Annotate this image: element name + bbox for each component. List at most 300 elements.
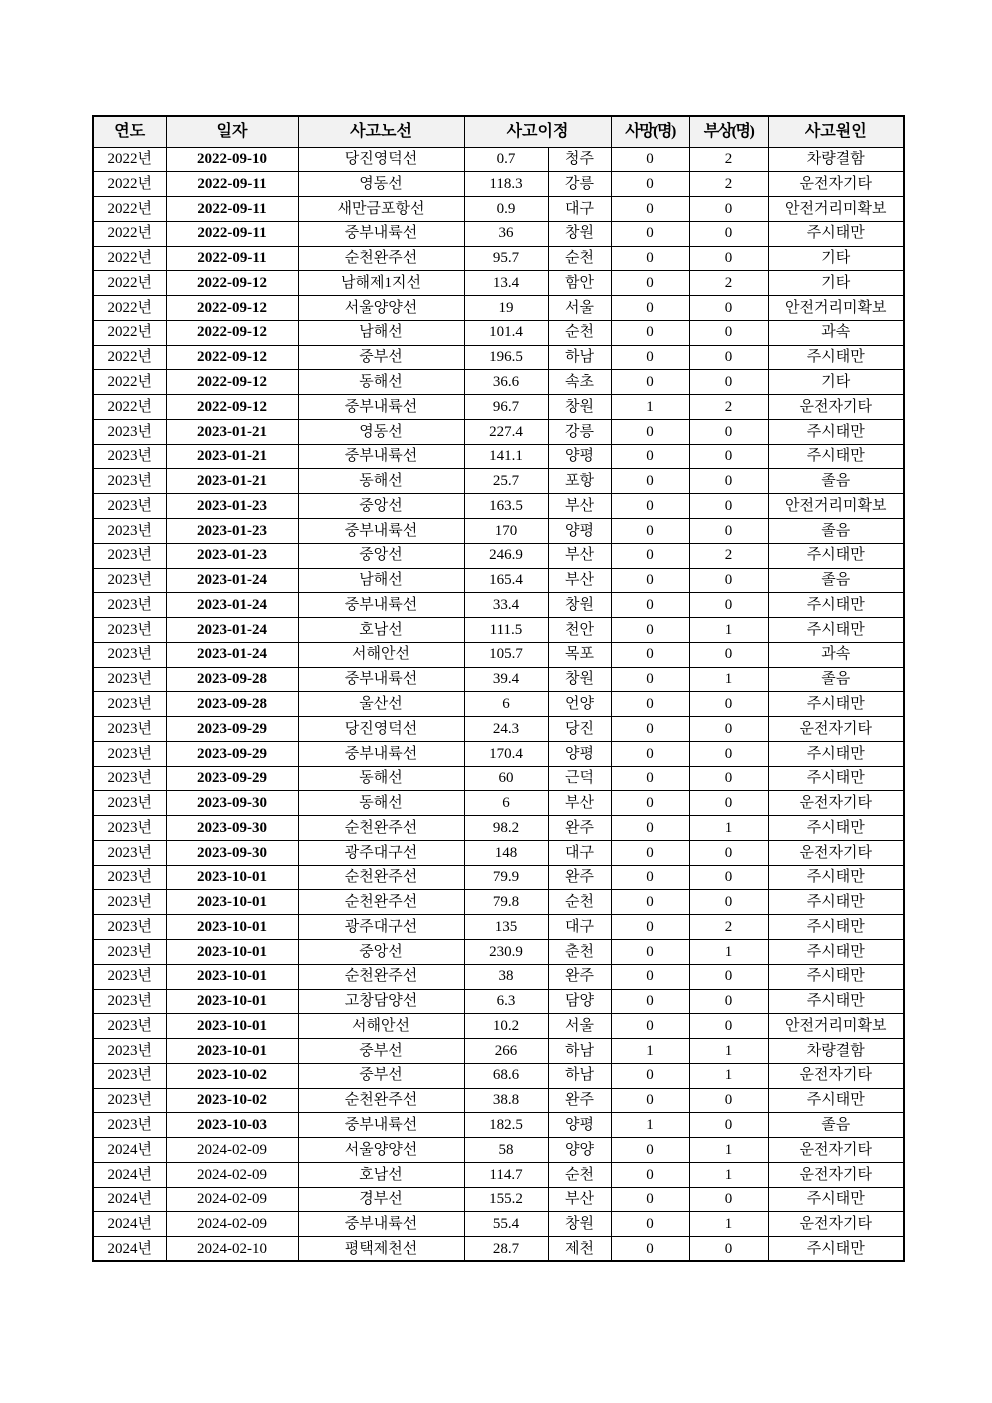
cell-deaths: 0 xyxy=(611,469,689,494)
cell-milepost-location: 제천 xyxy=(548,1237,611,1262)
cell-milepost-km: 105.7 xyxy=(464,642,548,667)
cell-route: 경부선 xyxy=(298,1187,464,1212)
cell-milepost-km: 36.6 xyxy=(464,370,548,395)
cell-deaths: 0 xyxy=(611,940,689,965)
cell-year: 2023년 xyxy=(93,419,166,444)
cell-milepost-location: 대구 xyxy=(548,840,611,865)
cell-milepost-km: 6.3 xyxy=(464,989,548,1014)
cell-route: 중부선 xyxy=(298,1039,464,1064)
cell-milepost-location: 양평 xyxy=(548,444,611,469)
cell-milepost-km: 24.3 xyxy=(464,717,548,742)
cell-route: 순천완주선 xyxy=(298,246,464,271)
cell-milepost-location: 부산 xyxy=(548,494,611,519)
table-row xyxy=(93,419,904,444)
cell-milepost-km: 55.4 xyxy=(464,1212,548,1237)
cell-injuries: 0 xyxy=(689,419,768,444)
cell-injuries: 0 xyxy=(689,370,768,395)
cell-route: 중부내륙선 xyxy=(298,667,464,692)
header-cause: 사고원인 xyxy=(768,116,904,147)
cell-injuries: 0 xyxy=(689,692,768,717)
cell-date: 2023-10-01 xyxy=(166,890,298,915)
cell-injuries: 0 xyxy=(689,469,768,494)
cell-date: 2023-10-01 xyxy=(166,964,298,989)
cell-year: 2023년 xyxy=(93,989,166,1014)
cell-cause: 주시태만 xyxy=(768,543,904,568)
cell-year: 2023년 xyxy=(93,840,166,865)
cell-cause: 주시태만 xyxy=(768,865,904,890)
cell-date: 2024-02-09 xyxy=(166,1212,298,1237)
cell-milepost-location: 부산 xyxy=(548,543,611,568)
cell-injuries: 0 xyxy=(689,568,768,593)
cell-milepost-km: 170.4 xyxy=(464,741,548,766)
cell-milepost-location: 대구 xyxy=(548,197,611,222)
cell-date: 2023-10-02 xyxy=(166,1063,298,1088)
cell-route: 중앙선 xyxy=(298,940,464,965)
cell-deaths: 1 xyxy=(611,395,689,420)
cell-milepost-location: 속초 xyxy=(548,370,611,395)
cell-milepost-location: 창원 xyxy=(548,221,611,246)
cell-cause: 차량결함 xyxy=(768,1039,904,1064)
cell-cause: 안전거리미확보 xyxy=(768,197,904,222)
cell-cause: 운전자기타 xyxy=(768,717,904,742)
cell-route: 남해선 xyxy=(298,320,464,345)
cell-deaths: 0 xyxy=(611,741,689,766)
cell-cause: 기타 xyxy=(768,246,904,271)
cell-milepost-km: 163.5 xyxy=(464,494,548,519)
cell-deaths: 0 xyxy=(611,642,689,667)
cell-route: 호남선 xyxy=(298,1162,464,1187)
cell-cause: 운전자기타 xyxy=(768,172,904,197)
cell-route: 평택제천선 xyxy=(298,1237,464,1262)
cell-milepost-location: 하남 xyxy=(548,1039,611,1064)
cell-milepost-km: 39.4 xyxy=(464,667,548,692)
cell-date: 2023-01-23 xyxy=(166,518,298,543)
cell-cause: 운전자기타 xyxy=(768,1063,904,1088)
cell-milepost-km: 98.2 xyxy=(464,816,548,841)
cell-injuries: 0 xyxy=(689,1237,768,1262)
cell-milepost-location: 순천 xyxy=(548,320,611,345)
cell-milepost-km: 19 xyxy=(464,296,548,321)
cell-route: 영동선 xyxy=(298,172,464,197)
cell-date: 2023-10-03 xyxy=(166,1113,298,1138)
cell-injuries: 0 xyxy=(689,1088,768,1113)
cell-milepost-location: 완주 xyxy=(548,816,611,841)
cell-deaths: 0 xyxy=(611,840,689,865)
cell-injuries: 1 xyxy=(689,1039,768,1064)
cell-route: 중부내륙선 xyxy=(298,221,464,246)
cell-milepost-km: 6 xyxy=(464,692,548,717)
cell-deaths: 0 xyxy=(611,197,689,222)
cell-injuries: 0 xyxy=(689,1014,768,1039)
cell-milepost-location: 창원 xyxy=(548,1212,611,1237)
cell-route: 고창담양선 xyxy=(298,989,464,1014)
table-row xyxy=(93,1039,904,1064)
cell-deaths: 0 xyxy=(611,717,689,742)
cell-injuries: 0 xyxy=(689,593,768,618)
cell-milepost-km: 60 xyxy=(464,766,548,791)
cell-injuries: 2 xyxy=(689,543,768,568)
cell-milepost-location: 함안 xyxy=(548,271,611,296)
cell-route: 중부내륙선 xyxy=(298,395,464,420)
cell-injuries: 2 xyxy=(689,915,768,940)
cell-injuries: 2 xyxy=(689,271,768,296)
cell-deaths: 0 xyxy=(611,1162,689,1187)
cell-injuries: 0 xyxy=(689,246,768,271)
cell-route: 중앙선 xyxy=(298,543,464,568)
cell-route: 동해선 xyxy=(298,791,464,816)
cell-year: 2023년 xyxy=(93,741,166,766)
cell-cause: 운전자기타 xyxy=(768,1162,904,1187)
cell-cause: 주시태만 xyxy=(768,345,904,370)
header-year: 연도 xyxy=(93,116,166,147)
table-row xyxy=(93,1187,904,1212)
cell-cause: 주시태만 xyxy=(768,1187,904,1212)
cell-date: 2023-01-24 xyxy=(166,618,298,643)
cell-cause: 졸음 xyxy=(768,667,904,692)
cell-route: 순천완주선 xyxy=(298,816,464,841)
table-row xyxy=(93,1138,904,1163)
header-date: 일자 xyxy=(166,116,298,147)
cell-deaths: 0 xyxy=(611,543,689,568)
cell-date: 2024-02-09 xyxy=(166,1162,298,1187)
cell-milepost-km: 36 xyxy=(464,221,548,246)
cell-milepost-location: 하남 xyxy=(548,345,611,370)
table-row xyxy=(93,791,904,816)
cell-injuries: 1 xyxy=(689,667,768,692)
cell-milepost-location: 양양 xyxy=(548,1138,611,1163)
cell-year: 2023년 xyxy=(93,1039,166,1064)
cell-route: 서울양양선 xyxy=(298,1138,464,1163)
cell-deaths: 0 xyxy=(611,419,689,444)
cell-deaths: 0 xyxy=(611,989,689,1014)
table-row xyxy=(93,1063,904,1088)
cell-date: 2023-09-30 xyxy=(166,840,298,865)
cell-milepost-km: 0.9 xyxy=(464,197,548,222)
cell-date: 2022-09-12 xyxy=(166,370,298,395)
cell-milepost-km: 79.9 xyxy=(464,865,548,890)
cell-injuries: 2 xyxy=(689,172,768,197)
cell-date: 2023-01-23 xyxy=(166,543,298,568)
table-row xyxy=(93,543,904,568)
cell-route: 새만금포항선 xyxy=(298,197,464,222)
cell-deaths: 0 xyxy=(611,1138,689,1163)
cell-milepost-km: 111.5 xyxy=(464,618,548,643)
cell-year: 2023년 xyxy=(93,915,166,940)
cell-injuries: 1 xyxy=(689,940,768,965)
cell-cause: 기타 xyxy=(768,370,904,395)
cell-milepost-km: 10.2 xyxy=(464,1014,548,1039)
cell-cause: 주시태만 xyxy=(768,1088,904,1113)
cell-milepost-location: 순천 xyxy=(548,890,611,915)
cell-year: 2023년 xyxy=(93,692,166,717)
cell-cause: 운전자기타 xyxy=(768,791,904,816)
cell-deaths: 0 xyxy=(611,791,689,816)
cell-year: 2023년 xyxy=(93,444,166,469)
table-row xyxy=(93,1162,904,1187)
cell-milepost-km: 95.7 xyxy=(464,246,548,271)
cell-date: 2023-10-01 xyxy=(166,865,298,890)
cell-milepost-location: 완주 xyxy=(548,964,611,989)
cell-milepost-location: 강릉 xyxy=(548,172,611,197)
cell-milepost-km: 266 xyxy=(464,1039,548,1064)
cell-year: 2023년 xyxy=(93,964,166,989)
cell-cause: 졸음 xyxy=(768,568,904,593)
cell-milepost-km: 135 xyxy=(464,915,548,940)
header-deaths: 사망(명) xyxy=(611,116,689,147)
cell-route: 남해선 xyxy=(298,568,464,593)
cell-route: 남해제1지선 xyxy=(298,271,464,296)
cell-milepost-km: 227.4 xyxy=(464,419,548,444)
cell-deaths: 0 xyxy=(611,345,689,370)
cell-route: 순천완주선 xyxy=(298,964,464,989)
cell-date: 2023-10-01 xyxy=(166,940,298,965)
cell-cause: 운전자기타 xyxy=(768,395,904,420)
cell-cause: 주시태만 xyxy=(768,741,904,766)
table-row xyxy=(93,692,904,717)
cell-milepost-location: 창원 xyxy=(548,667,611,692)
cell-injuries: 0 xyxy=(689,221,768,246)
cell-date: 2022-09-11 xyxy=(166,221,298,246)
table-row xyxy=(93,667,904,692)
table-row xyxy=(93,816,904,841)
cell-year: 2022년 xyxy=(93,246,166,271)
cell-date: 2022-09-12 xyxy=(166,345,298,370)
cell-injuries: 0 xyxy=(689,197,768,222)
cell-year: 2023년 xyxy=(93,1014,166,1039)
cell-injuries: 0 xyxy=(689,320,768,345)
cell-route: 순천완주선 xyxy=(298,890,464,915)
cell-milepost-km: 6 xyxy=(464,791,548,816)
cell-route: 호남선 xyxy=(298,618,464,643)
cell-date: 2023-09-28 xyxy=(166,692,298,717)
cell-date: 2023-09-30 xyxy=(166,791,298,816)
cell-route: 순천완주선 xyxy=(298,1088,464,1113)
cell-cause: 안전거리미확보 xyxy=(768,494,904,519)
cell-route: 중부내륙선 xyxy=(298,1212,464,1237)
cell-milepost-km: 38 xyxy=(464,964,548,989)
cell-deaths: 0 xyxy=(611,593,689,618)
cell-milepost-location: 양평 xyxy=(548,518,611,543)
cell-injuries: 0 xyxy=(689,345,768,370)
cell-injuries: 0 xyxy=(689,964,768,989)
cell-year: 2023년 xyxy=(93,1088,166,1113)
header-injuries: 부상(명) xyxy=(689,116,768,147)
cell-milepost-location: 청주 xyxy=(548,147,611,172)
cell-route: 중부선 xyxy=(298,1063,464,1088)
cell-injuries: 0 xyxy=(689,741,768,766)
cell-year: 2023년 xyxy=(93,766,166,791)
cell-milepost-location: 언양 xyxy=(548,692,611,717)
cell-deaths: 0 xyxy=(611,1237,689,1262)
cell-milepost-km: 155.2 xyxy=(464,1187,548,1212)
cell-milepost-location: 양평 xyxy=(548,741,611,766)
cell-year: 2022년 xyxy=(93,370,166,395)
cell-date: 2023-01-24 xyxy=(166,642,298,667)
cell-deaths: 0 xyxy=(611,1088,689,1113)
table-row xyxy=(93,395,904,420)
cell-injuries: 0 xyxy=(689,1187,768,1212)
cell-deaths: 0 xyxy=(611,271,689,296)
table-row xyxy=(93,1237,904,1262)
cell-cause: 안전거리미확보 xyxy=(768,1014,904,1039)
cell-injuries: 0 xyxy=(689,444,768,469)
cell-milepost-location: 근덕 xyxy=(548,766,611,791)
cell-cause: 주시태만 xyxy=(768,816,904,841)
table-row xyxy=(93,147,904,172)
cell-milepost-km: 38.8 xyxy=(464,1088,548,1113)
cell-date: 2023-09-29 xyxy=(166,766,298,791)
cell-date: 2022-09-12 xyxy=(166,320,298,345)
cell-cause: 주시태만 xyxy=(768,221,904,246)
cell-date: 2023-01-21 xyxy=(166,444,298,469)
table-row xyxy=(93,618,904,643)
cell-cause: 주시태만 xyxy=(768,419,904,444)
cell-milepost-km: 114.7 xyxy=(464,1162,548,1187)
cell-milepost-location: 완주 xyxy=(548,865,611,890)
cell-milepost-km: 13.4 xyxy=(464,271,548,296)
cell-milepost-location: 서울 xyxy=(548,296,611,321)
cell-deaths: 0 xyxy=(611,1014,689,1039)
cell-milepost-km: 246.9 xyxy=(464,543,548,568)
cell-cause: 주시태만 xyxy=(768,940,904,965)
cell-milepost-location: 하남 xyxy=(548,1063,611,1088)
cell-route: 동해선 xyxy=(298,766,464,791)
cell-date: 2024-02-09 xyxy=(166,1187,298,1212)
cell-route: 동해선 xyxy=(298,370,464,395)
cell-date: 2023-01-21 xyxy=(166,469,298,494)
cell-year: 2022년 xyxy=(93,395,166,420)
cell-cause: 주시태만 xyxy=(768,890,904,915)
cell-year: 2023년 xyxy=(93,518,166,543)
cell-injuries: 2 xyxy=(689,147,768,172)
table-row xyxy=(93,741,904,766)
cell-date: 2023-01-24 xyxy=(166,593,298,618)
cell-route: 광주대구선 xyxy=(298,840,464,865)
cell-date: 2023-10-01 xyxy=(166,989,298,1014)
cell-date: 2023-10-01 xyxy=(166,915,298,940)
cell-route: 당진영덕선 xyxy=(298,147,464,172)
cell-injuries: 1 xyxy=(689,816,768,841)
cell-date: 2022-09-11 xyxy=(166,197,298,222)
cell-year: 2022년 xyxy=(93,320,166,345)
cell-milepost-km: 96.7 xyxy=(464,395,548,420)
cell-route: 중부선 xyxy=(298,345,464,370)
cell-milepost-km: 68.6 xyxy=(464,1063,548,1088)
cell-year: 2022년 xyxy=(93,147,166,172)
table-row xyxy=(93,964,904,989)
table-row xyxy=(93,593,904,618)
cell-milepost-location: 완주 xyxy=(548,1088,611,1113)
cell-cause: 주시태만 xyxy=(768,692,904,717)
cell-injuries: 1 xyxy=(689,1212,768,1237)
cell-cause: 과속 xyxy=(768,642,904,667)
cell-milepost-location: 부산 xyxy=(548,568,611,593)
cell-milepost-location: 천안 xyxy=(548,618,611,643)
cell-milepost-location: 대구 xyxy=(548,915,611,940)
cell-date: 2022-09-11 xyxy=(166,172,298,197)
cell-cause: 주시태만 xyxy=(768,964,904,989)
cell-date: 2023-09-29 xyxy=(166,717,298,742)
table-row xyxy=(93,444,904,469)
accident-table xyxy=(92,115,905,1262)
cell-cause: 차량결함 xyxy=(768,147,904,172)
table-row xyxy=(93,642,904,667)
cell-cause: 기타 xyxy=(768,271,904,296)
cell-year: 2023년 xyxy=(93,667,166,692)
cell-year: 2024년 xyxy=(93,1212,166,1237)
cell-milepost-km: 118.3 xyxy=(464,172,548,197)
cell-date: 2023-10-02 xyxy=(166,1088,298,1113)
cell-milepost-location: 부산 xyxy=(548,791,611,816)
table-row xyxy=(93,890,904,915)
cell-injuries: 0 xyxy=(689,865,768,890)
table-row xyxy=(93,989,904,1014)
cell-deaths: 0 xyxy=(611,816,689,841)
cell-year: 2022년 xyxy=(93,197,166,222)
cell-milepost-location: 서울 xyxy=(548,1014,611,1039)
table-row xyxy=(93,915,904,940)
cell-route: 중부내륙선 xyxy=(298,518,464,543)
table-row xyxy=(93,766,904,791)
cell-injuries: 0 xyxy=(689,766,768,791)
cell-date: 2024-02-10 xyxy=(166,1237,298,1262)
cell-cause: 운전자기타 xyxy=(768,1212,904,1237)
cell-deaths: 0 xyxy=(611,296,689,321)
cell-cause: 안전거리미확보 xyxy=(768,296,904,321)
cell-route: 서해안선 xyxy=(298,642,464,667)
cell-deaths: 0 xyxy=(611,370,689,395)
cell-cause: 졸음 xyxy=(768,469,904,494)
cell-date: 2023-09-29 xyxy=(166,741,298,766)
cell-deaths: 0 xyxy=(611,692,689,717)
cell-year: 2024년 xyxy=(93,1237,166,1262)
cell-year: 2024년 xyxy=(93,1138,166,1163)
cell-date: 2023-10-01 xyxy=(166,1014,298,1039)
cell-year: 2023년 xyxy=(93,816,166,841)
cell-milepost-km: 28.7 xyxy=(464,1237,548,1262)
cell-deaths: 0 xyxy=(611,1212,689,1237)
cell-year: 2022년 xyxy=(93,345,166,370)
header-milepost: 사고이정 xyxy=(464,116,611,147)
cell-injuries: 0 xyxy=(689,518,768,543)
cell-deaths: 0 xyxy=(611,568,689,593)
cell-year: 2023년 xyxy=(93,717,166,742)
cell-year: 2023년 xyxy=(93,593,166,618)
cell-milepost-location: 양평 xyxy=(548,1113,611,1138)
cell-milepost-km: 230.9 xyxy=(464,940,548,965)
cell-cause: 주시태만 xyxy=(768,766,904,791)
cell-milepost-km: 170 xyxy=(464,518,548,543)
cell-year: 2024년 xyxy=(93,1162,166,1187)
cell-year: 2023년 xyxy=(93,469,166,494)
cell-injuries: 2 xyxy=(689,395,768,420)
cell-milepost-km: 25.7 xyxy=(464,469,548,494)
table-row xyxy=(93,518,904,543)
cell-deaths: 0 xyxy=(611,667,689,692)
table-row xyxy=(93,345,904,370)
cell-injuries: 1 xyxy=(689,1138,768,1163)
cell-injuries: 1 xyxy=(689,1162,768,1187)
table-row xyxy=(93,172,904,197)
cell-deaths: 1 xyxy=(611,1039,689,1064)
cell-route: 중부내륙선 xyxy=(298,444,464,469)
cell-date: 2023-01-23 xyxy=(166,494,298,519)
table-row xyxy=(93,246,904,271)
cell-injuries: 0 xyxy=(689,494,768,519)
cell-date: 2022-09-12 xyxy=(166,296,298,321)
table-row xyxy=(93,1212,904,1237)
table-header xyxy=(93,116,904,147)
